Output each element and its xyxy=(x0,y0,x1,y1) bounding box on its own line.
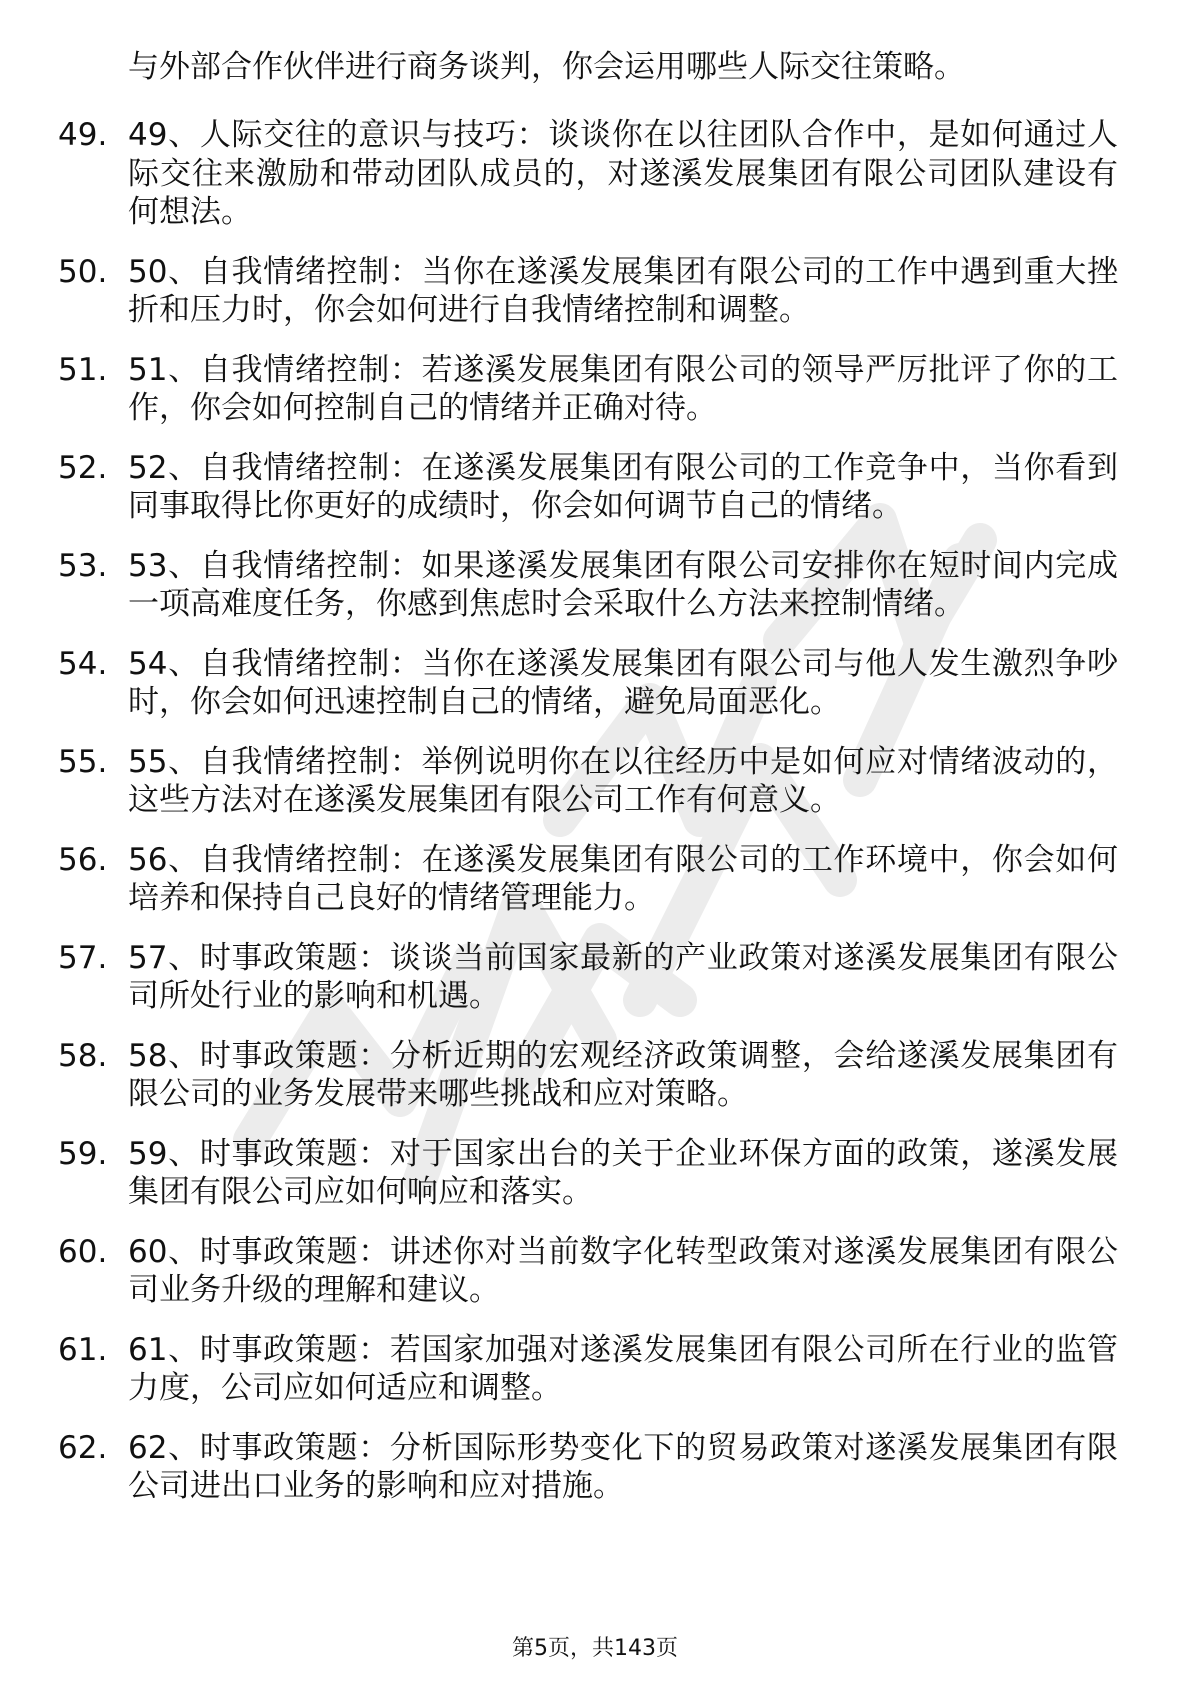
list-item xyxy=(0,1135,1118,1212)
list-item xyxy=(0,351,1118,428)
item-text: 61、时事政策题：若国家加强对遂溪发展集团有限公司所在行业的监管力度，公司应如何适应和调整。 xyxy=(128,1331,1118,1406)
item-text: 57、时事政策题：谈谈当前国家最新的产业政策对遂溪发展集团有限公司所处行业的影响和机遇。 xyxy=(128,939,1118,1014)
list-item xyxy=(0,547,1118,624)
item-number: 51. xyxy=(58,351,108,388)
list-item xyxy=(0,743,1118,820)
item-number: 49. xyxy=(58,117,108,153)
item-number: 56. xyxy=(58,841,108,878)
item-text: 49、人际交往的意识与技巧：谈谈你在以往团队合作中，是如何通过人际交往来激励和带动团队成员的，对遂溪发展集团有限公司团队建设有何想法。 xyxy=(128,117,1118,230)
list-item xyxy=(0,939,1118,1016)
item-number: 55. xyxy=(58,743,108,780)
item-text: 62、时事政策题：分析国际形势变化下的贸易政策对遂溪发展集团有限公司进出口业务的影响和应对措施。 xyxy=(128,1429,1118,1504)
item-text: 60、时事政策题：讲述你对当前数字化转型政策对遂溪发展集团有限公司业务升级的理解和建议。 xyxy=(128,1233,1118,1308)
list-item xyxy=(0,1429,1118,1506)
item-text: 55、自我情绪控制：举例说明你在以往经历中是如何应对情绪波动的，这些方法对在遂溪发展集团有限公司工作有何意义。 xyxy=(128,743,1118,818)
list-item xyxy=(0,253,1118,330)
item-number: 58. xyxy=(58,1037,108,1074)
list-item xyxy=(0,1037,1118,1114)
item-number: 52. xyxy=(58,449,108,486)
item-number: 53. xyxy=(58,547,108,584)
item-number: 59. xyxy=(58,1135,108,1172)
list-item xyxy=(0,449,1118,526)
list-item xyxy=(0,645,1118,722)
page-footer: 第5页，共143页 xyxy=(512,1636,678,1661)
item-number: 57. xyxy=(58,939,108,976)
item-text: 51、自我情绪控制：若遂溪发展集团有限公司的领导严厉批评了你的工作，你会如何控制自己的情绪并正确对待。 xyxy=(128,351,1118,426)
item-text: 53、自我情绪控制：如果遂溪发展集团有限公司安排你在短时间内完成一项高难度任务，你感到焦虑时会采取什么方法来控制情绪。 xyxy=(128,547,1118,622)
list-item xyxy=(0,116,1118,232)
item-number: 61. xyxy=(58,1331,108,1368)
item-text: 56、自我情绪控制：在遂溪发展集团有限公司的工作环境中，你会如何培养和保持自己良好的情绪管理能力。 xyxy=(128,841,1118,916)
item-text: 52、自我情绪控制：在遂溪发展集团有限公司的工作竞争中，当你看到同事取得比你更好的成绩时，你会如何调节自己的情绪。 xyxy=(128,449,1118,524)
item-number: 50. xyxy=(58,253,108,290)
list-item xyxy=(0,1233,1118,1310)
list-item xyxy=(0,1331,1118,1408)
question-list xyxy=(0,116,1190,1527)
item-text: 50、自我情绪控制：当你在遂溪发展集团有限公司的工作中遇到重大挫折和压力时，你会如何进行自我情绪控制和调整。 xyxy=(128,253,1118,328)
item-number: 62. xyxy=(58,1429,108,1466)
item-number: 54. xyxy=(58,645,108,682)
item-text: 59、时事政策题：对于国家出台的关于企业环保方面的政策，遂溪发展集团有限公司应如何响应和落实。 xyxy=(128,1135,1118,1210)
list-item xyxy=(0,841,1118,918)
item-number: 60. xyxy=(58,1233,108,1270)
continuation-text: 与外部合作伙伴进行商务谈判，你会运用哪些人际交往策略。 xyxy=(128,49,965,85)
item-text: 54、自我情绪控制：当你在遂溪发展集团有限公司与他人发生激烈争吵时，你会如何迅速控制自己的情绪，避免局面恶化。 xyxy=(128,645,1118,720)
item-text: 58、时事政策题：分析近期的宏观经济政策调整，会给遂溪发展集团有限公司的业务发展带来哪些挑战和应对策略。 xyxy=(128,1037,1118,1112)
